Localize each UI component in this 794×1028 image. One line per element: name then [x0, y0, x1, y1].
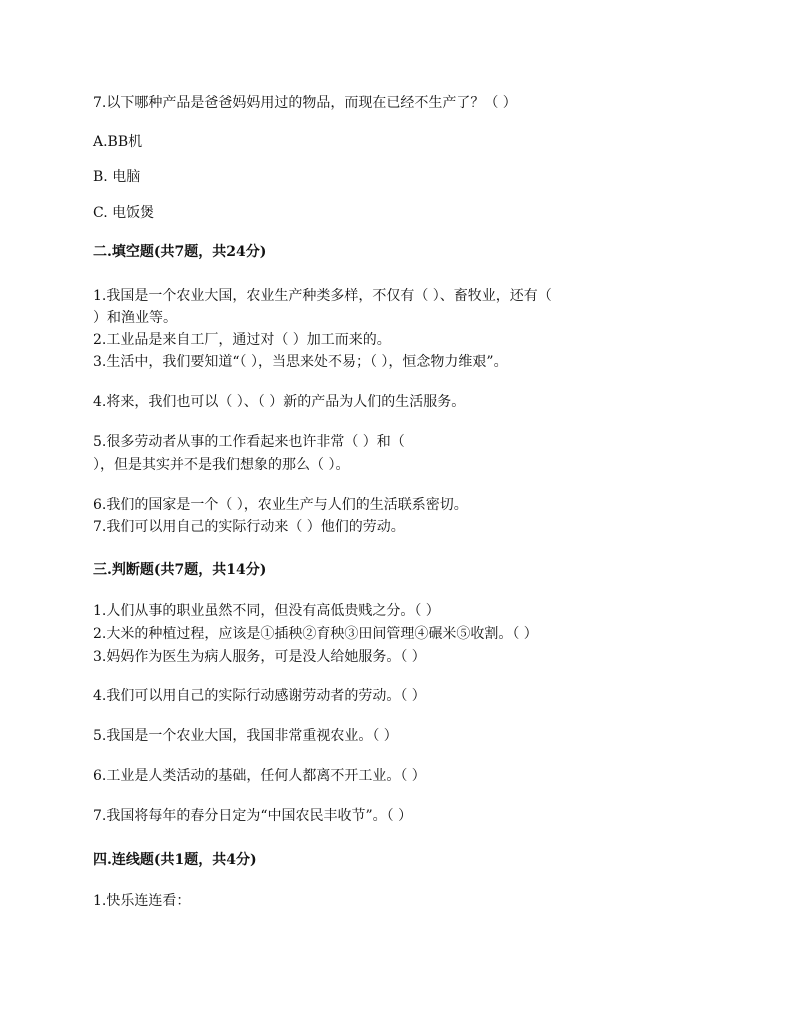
- fill-question-2: 2.工业品是来自工厂，通过对（ ）加工而来的。: [93, 332, 391, 348]
- section-2-heading: 二.填空题(共7题，共24分): [93, 244, 267, 260]
- section-4-heading: 四.连线题(共1题，共4分): [93, 852, 257, 868]
- fill-question-6: 6.我们的国家是一个（ ），农业生产与人们的生活联系密切。: [93, 497, 468, 513]
- mc-option-b: B. 电脑: [93, 169, 141, 185]
- mc-option-c: C. 电饭煲: [93, 205, 155, 221]
- fill-question-7: 7.我们可以用自己的实际行动来（ ）他们的劳动。: [93, 519, 405, 535]
- fill-question-1-cont: ）和渔业等。: [93, 310, 177, 326]
- judge-question-7: 7.我国将每年的春分日定为“中国农民丰收节”。（ ）: [93, 808, 413, 824]
- fill-question-5-cont: ），但是其实并不是我们想象的那么（ ）。: [93, 457, 350, 473]
- section-3-heading: 三.判断题(共7题，共14分): [93, 562, 267, 578]
- judge-question-5: 5.我国是一个农业大国，我国非常重视农业。（ ）: [93, 728, 398, 744]
- judge-question-2: 2.大米的种植过程，应该是①插秧②育秧③田间管理④碾米⑤收割。（ ）: [93, 626, 538, 642]
- judge-question-1: 1.人们从事的职业虽然不同，但没有高低贵贱之分。（ ）: [93, 603, 440, 619]
- fill-question-1: 1.我国是一个农业大国，农业生产种类多样，不仅有（ ）、畜牧业，还有（: [93, 288, 552, 304]
- fill-question-3: 3.生活中，我们要知道“（ ），当思来处不易；（ ），恒念物力维艰”。: [93, 354, 508, 370]
- mc-question-7: 7.以下哪种产品是爸爸妈妈用过的物品，而现在已经不生产了？（ ）: [93, 95, 517, 111]
- judge-question-3: 3.妈妈作为医生为病人服务，可是没人给她服务。（ ）: [93, 649, 426, 665]
- fill-question-5: 5.很多劳动者从事的工作看起来也许非常（ ）和（: [93, 434, 405, 450]
- judge-question-6: 6.工业是人类活动的基础，任何人都离不开工业。（ ）: [93, 768, 426, 784]
- judge-question-4: 4.我们可以用自己的实际行动感谢劳动者的劳动。（ ）: [93, 688, 426, 704]
- mc-option-a: A.BB机: [93, 134, 143, 150]
- fill-question-4: 4.将来，我们也可以（ ）、（ ）新的产品为人们的生活服务。: [93, 394, 466, 410]
- match-question-1: 1.快乐连连看：: [93, 893, 191, 909]
